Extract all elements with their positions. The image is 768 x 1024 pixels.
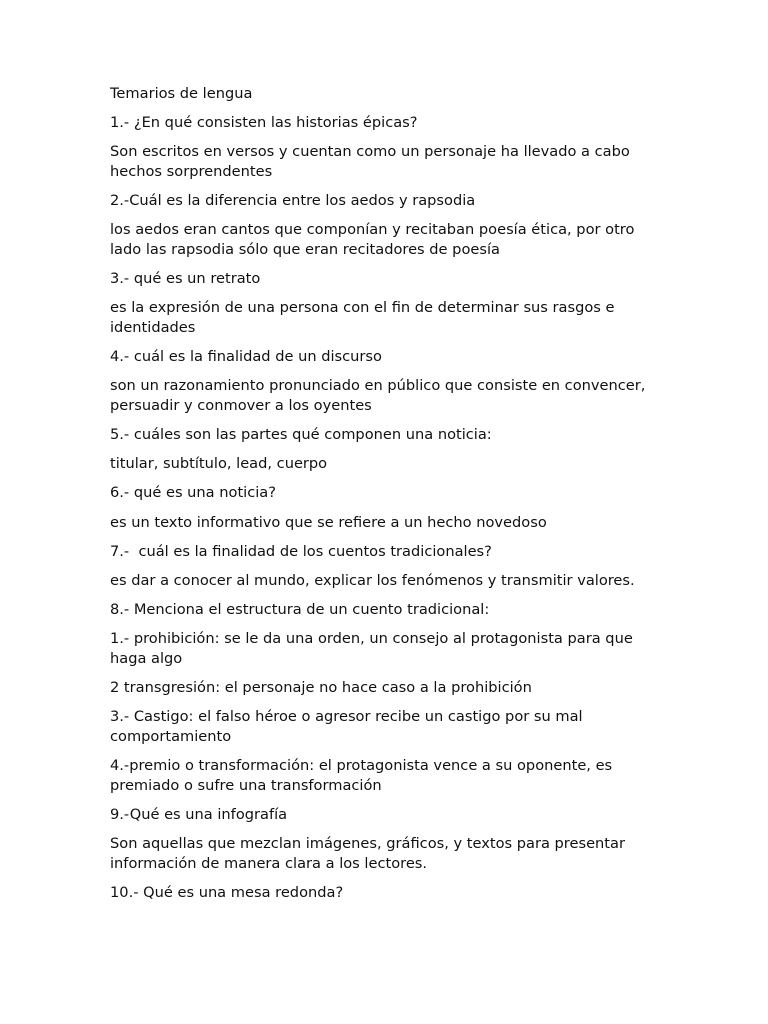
- question-1: 1.- ¿En qué consisten las historias épicas?: [110, 114, 418, 132]
- structure-item-4: 4.-premio o transformación: el protagonista vence a su oponente, es premiado o sufre una transformación: [110, 757, 613, 794]
- question-2: 2.-Cuál es la diferencia entre los aedos y rapsodia: [110, 192, 476, 210]
- answer-6: es un texto informativo que se refiere a un hecho novedoso: [110, 513, 547, 531]
- answer-2: los aedos eran cantos que componían y recitaban poesía ética, por otro lado las rapsodia sólo que eran recitadores de poesía: [110, 221, 635, 258]
- question-7: 7.- cuál es la finalidad de los cuentos tradicionales?: [110, 542, 492, 560]
- question-5: 5.- cuáles son las partes qué componen una noticia:: [110, 426, 492, 444]
- question-9: 9.-Qué es una infografía: [110, 805, 288, 823]
- answer-5: titular, subtítulo, lead, cuerpo: [110, 455, 328, 473]
- question-6: 6.- qué es una noticia?: [110, 484, 276, 502]
- structure-item-1: 1.- prohibición: se le da una orden, un consejo al protagonista para que haga algo: [110, 630, 633, 667]
- question-10: 10.- Qué es una mesa redonda?: [110, 883, 344, 901]
- document-title: Temarios de lengua: [110, 85, 253, 102]
- question-3: 3.- qué es un retrato: [110, 270, 261, 288]
- structure-item-2: 2 transgresión: el personaje no hace caso a la prohibición: [110, 679, 532, 697]
- document-body: [110, 84, 670, 912]
- question-4: 4.- cuál es la finalidad de un discurso: [110, 348, 382, 366]
- question-8: 8.- Menciona el estructura de un cuento tradicional:: [110, 601, 490, 619]
- answer-3: es la expresión de una persona con el fin de determinar sus rasgos e identidades: [110, 299, 615, 336]
- answer-1: Son escritos en versos y cuentan como un personaje ha llevado a cabo hechos sorprendentes: [110, 143, 630, 180]
- answer-9: Son aquellas que mezclan imágenes, gráficos, y textos para presentar información de manera clara a los lectores.: [110, 835, 625, 872]
- structure-item-3: 3.- Castigo: el falso héroe o agresor recibe un castigo por su mal comportamiento: [110, 708, 583, 745]
- answer-7: es dar a conocer al mundo, explicar los fenómenos y transmitir valores.: [110, 572, 635, 589]
- answer-4: son un razonamiento pronunciado en público que consiste en convencer, persuadir y conmover a los oyentes: [110, 377, 646, 414]
